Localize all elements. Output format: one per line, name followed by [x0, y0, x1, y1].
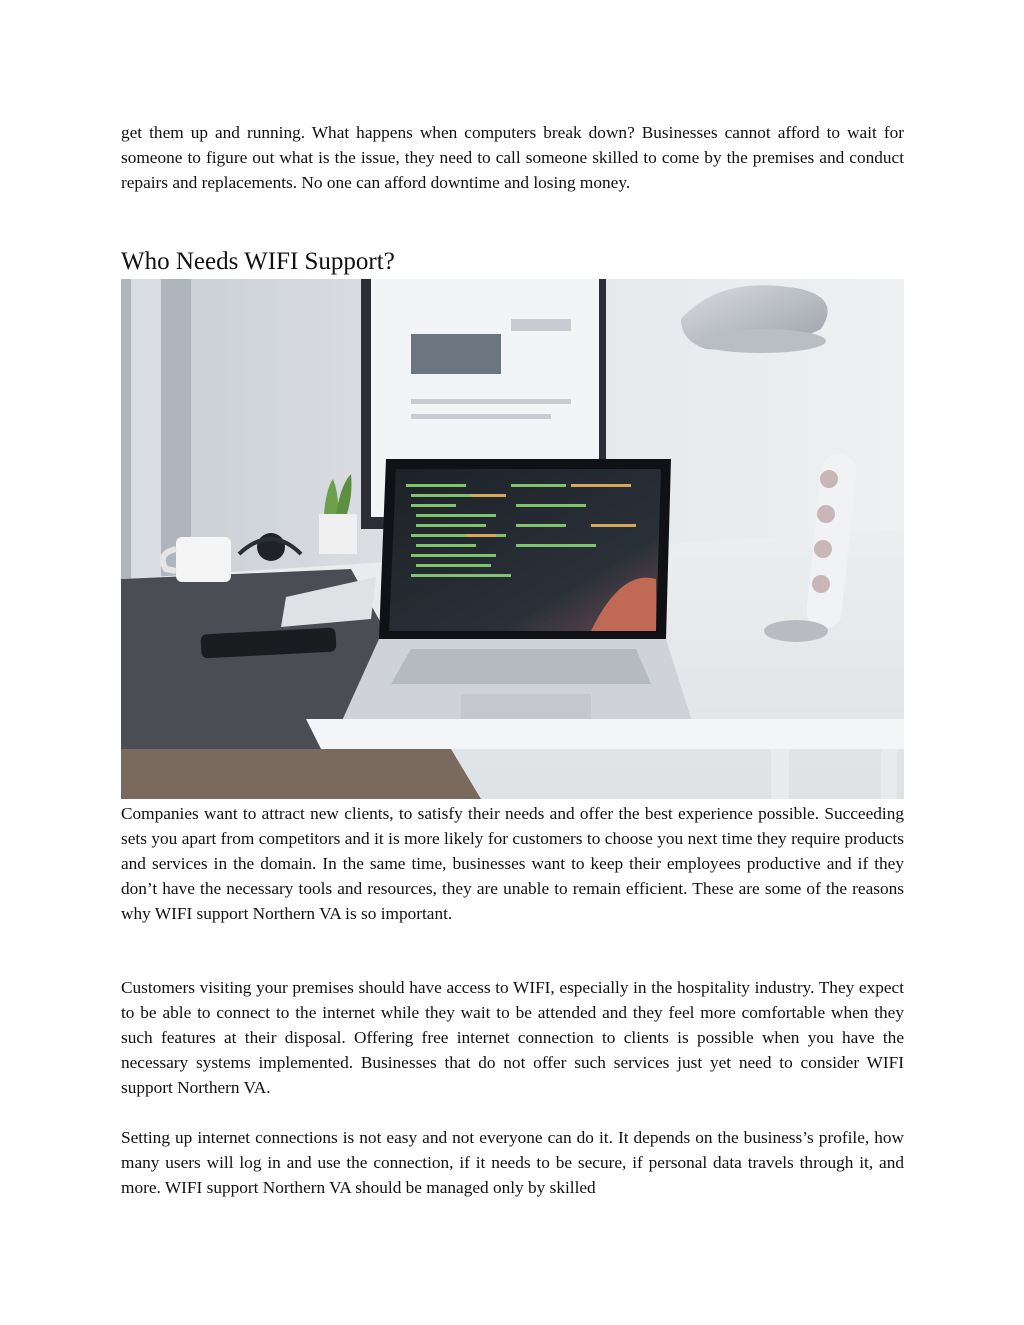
desk-laptop-photo [121, 279, 904, 799]
intro-paragraph: get them up and running. What happens when computers break down? Businesses cannot afford to wait for someone to figure out what is the issue, they need to call someone skilled to come by the premises and conduct repairs and replacements. No one can afford downtime and losing money. [121, 123, 904, 192]
paragraph-setup: Setting up internet connections is not easy and not everyone can do it. It depends on the business’s profile, how many users will log in and use the connection, if it needs to be secure, if personal data travels through it, and more. WIFI support Northern VA should be managed only by skilled [121, 1128, 904, 1197]
paragraph-customers: Customers visiting your premises should have access to WIFI, especially in the hospitality industry. They expect to be able to connect to the internet while they wait to be attended and they feel more comfortable when they such features at their disposal. Offering free internet connection to clients is possible when you have the necessary systems implemented. Businesses that do not offer such services just yet need to consider WIFI support Northern VA. [121, 978, 904, 1097]
paragraph-companies: Companies want to attract new clients, to satisfy their needs and offer the best experience possible. Succeeding sets you apart from competitors and it is more likely for customers to choose you next time they require products and services in the domain. In the same time, businesses want to keep their employees productive and if they don’t have the necessary tools and resources, they are unable to remain efficient. These are some of the reasons why WIFI support Northern VA is so important. [121, 804, 904, 923]
section-heading: Who Needs WIFI Support? [121, 248, 395, 275]
